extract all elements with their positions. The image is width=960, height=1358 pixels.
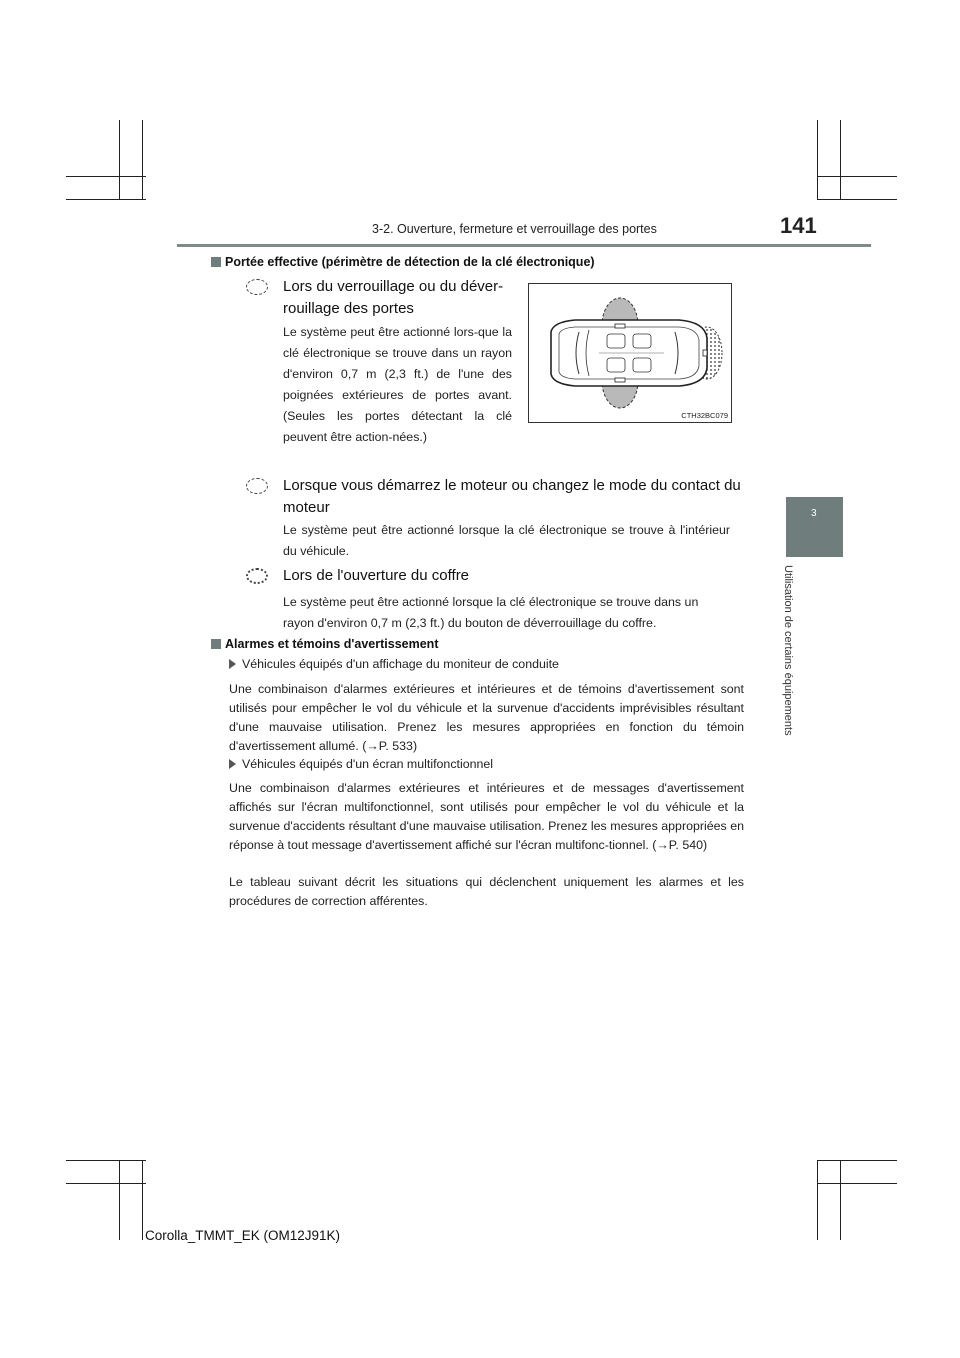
section-heading-alarms xyxy=(211,637,438,651)
heading-text: Alarmes et témoins d'avertissement xyxy=(225,637,439,651)
item-body-start: Le système peut être actionné lorsque la clé électronique se trouve à l'intérieur du véhicule. xyxy=(283,523,730,558)
crop-mark xyxy=(66,1160,146,1161)
crop-mark xyxy=(142,120,143,200)
crop-mark xyxy=(66,176,146,177)
chapter-title: Utilisation de certains équipements xyxy=(782,565,794,736)
item-body-trunk: Le système peut être actionné lorsque la clé électronique se trouve dans un rayon d'environ 0,7 m (2,3 ft.) du bouton de déverrouillage du coffre. xyxy=(283,595,699,630)
title-line: rouillage des portes xyxy=(283,300,414,317)
item-body-lock: Le système peut être actionné lors-que la clé électronique se trouve dans un rayon d'environ 0,7 m (2,3 ft.) de l'une des poignées extérieures de portes avant. (Seules les portes détectant la clé peuvent être action-nées.) xyxy=(283,325,512,444)
paragraph-table-intro: Le tableau suivant décrit les situations qui déclenchent uniquement les alarmes et les procédures de correction afférentes. xyxy=(229,875,744,908)
section-heading-range xyxy=(211,255,595,269)
chapter-title-vertical xyxy=(777,565,807,765)
header-rule xyxy=(177,244,871,247)
chapter-tab xyxy=(786,497,843,557)
heading-text: Portée effective (périmètre de détection de la clé électronique) xyxy=(225,255,595,269)
chapter-number: 3 xyxy=(811,508,817,519)
crop-mark xyxy=(142,1160,143,1240)
section-header: 3-2. Ouverture, fermeture et verrouillage des portes xyxy=(372,222,657,236)
crop-mark xyxy=(119,120,120,200)
footer-doc-id: Corolla_TMMT_EK (OM12J91K) xyxy=(145,1228,341,1243)
item-title-lock xyxy=(283,276,513,320)
crop-mark xyxy=(817,176,897,177)
car-top-view-illustration xyxy=(529,284,731,422)
item-title-start: Lorsque vous démarrez le moteur ou changez le mode du contact du moteur xyxy=(283,477,741,516)
dotted-ellipse-icon xyxy=(246,568,268,584)
bullet-multi-info xyxy=(229,757,493,771)
title-line: Lors du verrouillage ou du déver- xyxy=(283,278,504,295)
square-bullet-icon xyxy=(211,257,221,267)
car-range-figure xyxy=(528,283,732,423)
crop-mark xyxy=(817,1183,897,1184)
triangle-bullet-icon xyxy=(229,759,236,769)
crop-mark xyxy=(119,1160,120,1240)
crop-mark xyxy=(817,120,818,200)
crop-mark xyxy=(66,1183,146,1184)
crop-mark xyxy=(817,199,897,200)
crop-mark xyxy=(840,1160,841,1240)
dashed-ellipse-icon xyxy=(246,478,268,494)
crop-mark xyxy=(817,1160,897,1161)
triangle-bullet-icon xyxy=(229,659,236,669)
bullet-text: Véhicules équipés d'un affichage du moniteur de conduite xyxy=(242,657,559,671)
crop-mark xyxy=(817,1160,818,1240)
crop-mark xyxy=(66,199,146,200)
page-number: 141 xyxy=(780,213,817,238)
dashed-ellipse-icon xyxy=(246,279,268,295)
bullet-text: Véhicules équipés d'un écran multifonctionnel xyxy=(242,757,494,771)
bullet-driving-monitor xyxy=(229,657,559,671)
item-title-trunk: Lors de l'ouverture du coffre xyxy=(283,567,470,584)
square-bullet-icon xyxy=(211,639,221,649)
paragraph-driving-monitor: Une combinaison d'alarmes extérieures et intérieures et de témoins d'avertissement sont utilisés pour empêcher le vol du véhicule et la survenue d'accidents imprévisibles résultant d'une mauvaise utilisation. Prenez les mesures appropriées en fonction du témoin d'avertissement allumé. (→P. 533) xyxy=(229,682,744,753)
figure-code: CTH32BC079 xyxy=(681,411,728,420)
crop-mark xyxy=(840,120,841,200)
paragraph-multi-info: Une combinaison d'alarmes extérieures et intérieures et de messages d'avertissement affichés sur l'écran multifonctionnel, sont utilisés pour empêcher le vol du véhicule et la survenue d'accidents résultant d'une mauvaise utilisation. Prenez les mesures appropriées en réponse à tout message d'avertissement affiché sur l'écran multifonc-tionnel. (→P. 540) xyxy=(229,781,744,852)
